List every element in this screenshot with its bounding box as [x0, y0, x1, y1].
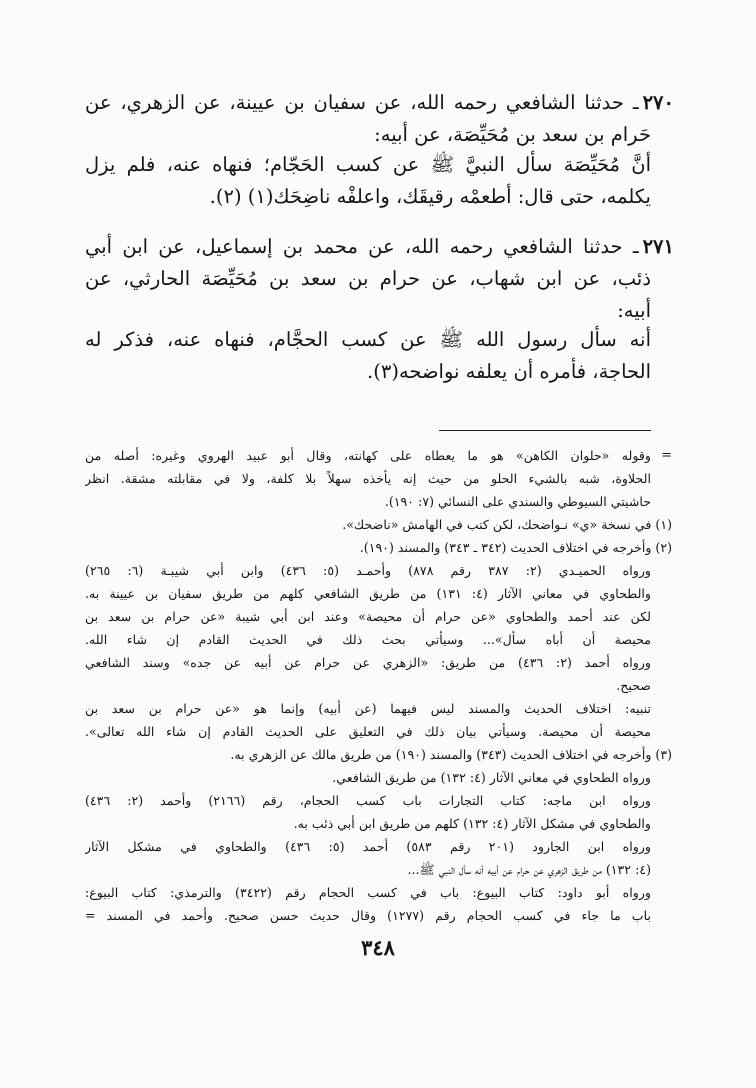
footnote-line: وقوله «حلوان الكاهن» هو ما يعطاه على كهانته، وقال أبو عبيد الهروي وغيره: أصله من [85, 448, 651, 463]
footnote-line: ورواه ابن الجارود (٢٠١ رقم ٥٨٣) أحمد (٥: ٤٣٦) والطحاوي في مشكل الآثار [85, 839, 651, 854]
hadith-271-line-1: ٢٧١ـ حدثنا الشافعي رحمه الله، عن محمد بن إسماعيل، عن ابن أبي [85, 235, 674, 258]
page-number: ٣٤٨ [361, 935, 395, 960]
hadith-270-line-3: أنَّ مُحَيِّصَة سأل النبيَّ ﷺ عن كسب الحَجّام؛ فنهاه عنه، فلم يزل [85, 153, 651, 176]
footnote-line: محيصة أن محيصة. وسيأتي بيان ذلك في التعليق على الحديث القادم إن شاء الله تعالى». [85, 724, 651, 739]
footnote-line: (٤: ١٣٢) من طريق الزهري عن حرام عن أبيه أنه سأل النبي ﷺ... [407, 862, 651, 877]
hadith-270-line-2: حَرام بن سعد بن مُحَيِّصَة، عن أبيه: [374, 123, 651, 146]
hadith-271-line-5: الحاجة، فأمره أن يعلفه نواضحه(٣). [367, 360, 651, 383]
footnote-line: الحلاوة، شبه بالشيء الحلو من حيث إنه يأخذه سهلاً بلا كلفة، ولا في مقابلته مشقة. انظر [85, 471, 651, 486]
footnote-line: لكن عند أحمد والطحاوي «عن حرام أن محيصة» وعند ابن أبي شيبة «عن حرام بن سعد بن [85, 609, 651, 624]
footnote-continuation-mark: = [661, 448, 672, 463]
footnote-line: محيصة أن أباه سأل»... وسيأتي بحث ذلك في الحديث القادم إن شاء الله. [85, 632, 651, 647]
footnote-line: ورواه أحمد (٢: ٤٣٦) من طريق: «الزهري عن حرام عن أبيه عن جده» وسند الشافعي [85, 655, 651, 670]
footnote-line: ورواه ابن ماجه: كتاب التجارات باب كسب الحجام، رقم (٢١٦٦) وأحمد (٢: ٤٣٦) [85, 793, 651, 808]
footnote-line: صحيح. [616, 678, 651, 693]
hadith-271-number: ٢٧١ [642, 235, 674, 258]
footnote-line: حاشيتي السيوطي والسندي على النسائي (٧: ١٩٠). [384, 494, 651, 509]
hadith-271-line-4: أنه سأل رسول الله ﷺ عن كسب الحجَّام، فنهاه عنه، فذكر له [85, 328, 651, 351]
footnote-1: (١) في نسخة «ي» نـواضحك، لكن كتب في الهامش «ناضحك». [342, 517, 672, 532]
footnote-2: (٢) وأخرجه في اختلاف الحديث (٣٤٢ ـ ٣٤٣) والمسند (١٩٠). [359, 540, 672, 555]
footnote-line: ورواه أبو داود: كتاب البيوع: باب في كسب الحجام رقم (٣٤٢٢) والترمذي: كتاب البيوع: [85, 885, 651, 900]
hadith-270-number: ٢٧٠ [642, 91, 674, 114]
footnote-note: تنبيه: اختلاف الحديث والمسند ليس فيهما (عن أبيه) وإنما هو «عن حرام بن سعد بن [85, 701, 651, 716]
footnote-line: باب ما جاء في كسب الحجام رقم (١٢٧٧) وقال حديث حسن صحيح. وأحمد في المسند = [85, 908, 651, 923]
hadith-271-line-2: ذئب، عن ابن شهاب، عن حرام بن سعد بن مُحَيِّصَة الحارثي، عن [85, 267, 651, 290]
hadith-271-line-3: أبيه: [617, 299, 651, 322]
hadith-270-line-4: يكلمه، حتى قال: أطعمْه رقيقَك، واعلفْه ناضِحَك(١) (٢). [209, 185, 651, 208]
footnote-3: (٣) وأخرجه في اختلاف الحديث (٣٤٣) والمسند (١٩٠) من طريق مالك عن الزهري به. [230, 747, 672, 762]
hadith-270-line-1: ٢٧٠ـ حدثنا الشافعي رحمه الله، عن سفيان بن عيينة، عن الزهري، عن [85, 91, 674, 114]
footnote-line: ورواه الحميـدي (٢: ٣٨٧ رقم ٨٧٨) وأحمـد (٥: ٤٣٦) وابن أبي شيبـة (٦: ٢٦٥) [85, 563, 651, 578]
footnote-line: والطحاوي في مشكل الآثار (٤: ١٣٢) كلهم من طريق ابن أبي ذئب به. [293, 816, 651, 831]
footnote-line: ورواه الطحاوي في معاني الآثار (٤: ١٣٢) من طريق الشافعي. [332, 770, 651, 785]
footnote-separator [439, 430, 651, 431]
footnote-line: والطحاوي في معاني الآثار (٤: ١٣١) من طريق الشافعي كلهم من طريق سفيان بن عيينة به. [85, 586, 651, 601]
